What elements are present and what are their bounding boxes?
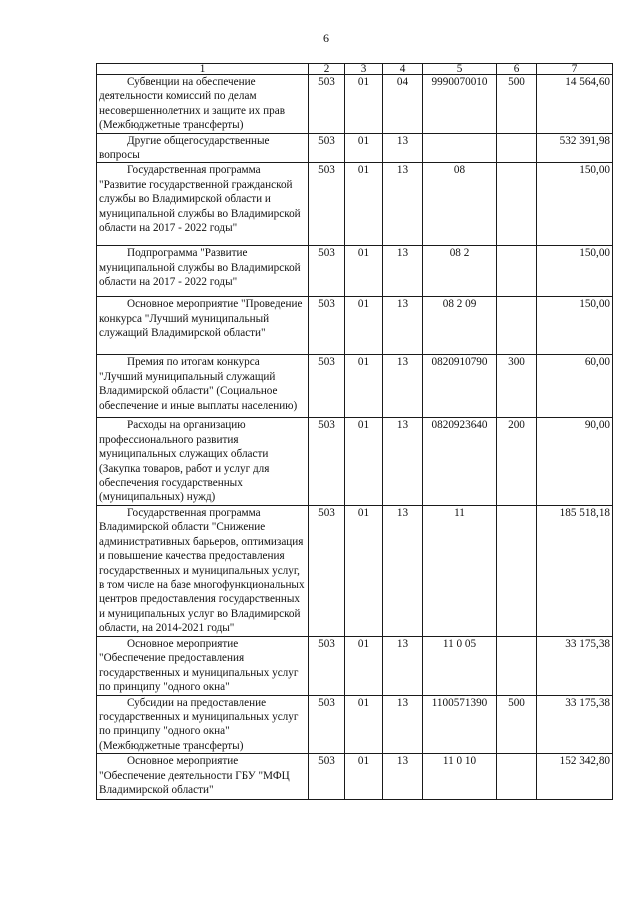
row-subsection-cell: 13: [383, 754, 423, 800]
row-name-cell: [97, 246, 309, 297]
row-code-cell: 503: [309, 505, 345, 636]
row-expense-type-cell: 200: [497, 418, 537, 505]
table-header-row: [97, 64, 613, 75]
row-target-cell: 08 2 09: [423, 297, 497, 355]
row-code-cell: 503: [309, 133, 345, 163]
row-amount-cell: 185 518,18: [537, 505, 613, 636]
row-target-cell: 9990070010: [423, 75, 497, 134]
row-name-cell: [97, 695, 309, 754]
row-subsection-cell: 13: [383, 505, 423, 636]
row-subsection-cell: 13: [383, 695, 423, 754]
table-row: [97, 75, 613, 134]
header-cell-6: 6: [497, 64, 537, 75]
row-name-text: Субвенции на обеспечение деятельности комиссий по делам несовершеннолетних и защите их прав (Межбюджетные трансферты): [99, 76, 285, 132]
row-target-cell: 0820923640: [423, 418, 497, 505]
table-row: [97, 505, 613, 636]
row-name-text: Расходы на организацию профессионального развития муниципальных служащих области (Закупка товаров, работ и услуг для обеспечения государственных (муниципальных) нужд): [99, 419, 270, 504]
row-subsection-cell: 13: [383, 297, 423, 355]
row-name-text: Другие общегосударственные вопросы: [99, 134, 270, 162]
table-body: [97, 64, 613, 800]
row-amount-cell: 150,00: [537, 246, 613, 297]
header-cell-7: 7: [537, 64, 613, 75]
row-code-cell: 503: [309, 355, 345, 418]
row-section-cell: 01: [345, 355, 383, 418]
row-section-cell: 01: [345, 418, 383, 505]
row-name-text: Субсидии на предоставление государственных и муниципальных услуг по принципу "одного окна" (Межбюджетные трансферты): [99, 696, 299, 752]
row-name-cell: [97, 355, 309, 418]
header-cell-5: 5: [423, 64, 497, 75]
table-row: [97, 418, 613, 505]
row-amount-cell: 33 175,38: [537, 636, 613, 695]
row-amount-cell: 60,00: [537, 355, 613, 418]
row-expense-type-cell: [497, 246, 537, 297]
row-section-cell: 01: [345, 695, 383, 754]
row-code-cell: 503: [309, 636, 345, 695]
row-name-text: Подпрограмма "Развитие муниципальной службы во Владимирской области на 2017 - 2022 годы": [99, 247, 301, 289]
row-expense-type-cell: [497, 636, 537, 695]
header-cell-4: 4: [383, 64, 423, 75]
row-subsection-cell: 13: [383, 246, 423, 297]
row-name-cell: [97, 163, 309, 246]
row-name-cell: [97, 297, 309, 355]
row-code-cell: 503: [309, 695, 345, 754]
table-row: [97, 133, 613, 163]
row-target-cell: 08 2: [423, 246, 497, 297]
row-section-cell: 01: [345, 505, 383, 636]
row-target-cell: 11: [423, 505, 497, 636]
row-section-cell: 01: [345, 636, 383, 695]
row-name-cell: [97, 505, 309, 636]
row-name-text: Премия по итогам конкурса "Лучший муниципальный служащий Владимирской области" (Социальное обеспечение и иные выплаты населению): [99, 356, 298, 412]
table-row: [97, 355, 613, 418]
row-target-cell: 1100571390: [423, 695, 497, 754]
table-row: [97, 246, 613, 297]
row-code-cell: 503: [309, 754, 345, 800]
row-subsection-cell: 04: [383, 75, 423, 134]
row-target-cell: [423, 133, 497, 163]
row-expense-type-cell: [497, 505, 537, 636]
row-expense-type-cell: 500: [497, 695, 537, 754]
row-amount-cell: 150,00: [537, 297, 613, 355]
row-name-cell: [97, 418, 309, 505]
row-subsection-cell: 13: [383, 636, 423, 695]
row-name-text: Основное мероприятие "Проведение конкурса "Лучший муниципальный служащий Владимирской области": [99, 298, 303, 340]
row-target-cell: 11 0 05: [423, 636, 497, 695]
row-target-cell: 08: [423, 163, 497, 246]
row-expense-type-cell: [497, 297, 537, 355]
row-subsection-cell: 13: [383, 355, 423, 418]
row-target-cell: 11 0 10: [423, 754, 497, 800]
header-cell-3: 3: [345, 64, 383, 75]
row-expense-type-cell: [497, 163, 537, 246]
table-row: [97, 636, 613, 695]
row-name-cell: [97, 133, 309, 163]
table-row: [97, 163, 613, 246]
row-amount-cell: 90,00: [537, 418, 613, 505]
table-row: [97, 297, 613, 355]
budget-table: [96, 63, 613, 800]
row-section-cell: 01: [345, 163, 383, 246]
row-subsection-cell: 13: [383, 418, 423, 505]
row-name-text: Основное мероприятие "Обеспечение предоставления государственных и муниципальных услуг по принципу "одного окна": [99, 637, 299, 694]
row-section-cell: 01: [345, 133, 383, 163]
row-amount-cell: 14 564,60: [537, 75, 613, 134]
row-section-cell: 01: [345, 754, 383, 800]
row-code-cell: 503: [309, 297, 345, 355]
row-amount-cell: 33 175,38: [537, 695, 613, 754]
row-target-cell: 0820910790: [423, 355, 497, 418]
table-row: [97, 754, 613, 800]
row-name-text: Государственная программа Владимирской области "Снижение административных барьеров, оптимизация и повышение качества предоставления государственных и муниципальных услуг, в том числе на базе многофункциональных центров предоставления государственных и муниципальных услуг во Владимирской области, на 2014-2021 годы": [99, 506, 305, 635]
row-amount-cell: 150,00: [537, 163, 613, 246]
row-code-cell: 503: [309, 418, 345, 505]
row-name-cell: [97, 754, 309, 800]
page-number: 6: [323, 31, 329, 45]
row-section-cell: 01: [345, 246, 383, 297]
row-expense-type-cell: [497, 754, 537, 800]
row-expense-type-cell: 300: [497, 355, 537, 418]
row-name-text: Основное мероприятие "Обеспечение деятельности ГБУ "МФЦ Владимирской области": [99, 755, 290, 796]
row-code-cell: 503: [309, 246, 345, 297]
header-cell-2: 2: [309, 64, 345, 75]
row-subsection-cell: 13: [383, 163, 423, 246]
row-amount-cell: 152 342,80: [537, 754, 613, 800]
row-amount-cell: 532 391,98: [537, 133, 613, 163]
row-name-text: Государственная программа "Развитие государственной гражданской службы во Владимирской области и муниципальной службы во Владимирской области на 2017 - 2022 годы": [99, 164, 301, 235]
row-code-cell: 503: [309, 75, 345, 134]
row-name-cell: [97, 75, 309, 134]
row-code-cell: 503: [309, 163, 345, 246]
row-section-cell: 01: [345, 75, 383, 134]
row-expense-type-cell: [497, 133, 537, 163]
row-section-cell: 01: [345, 297, 383, 355]
row-expense-type-cell: 500: [497, 75, 537, 134]
row-subsection-cell: 13: [383, 133, 423, 163]
header-cell-1: 1: [97, 64, 309, 75]
row-name-cell: [97, 636, 309, 695]
table-row: [97, 695, 613, 754]
